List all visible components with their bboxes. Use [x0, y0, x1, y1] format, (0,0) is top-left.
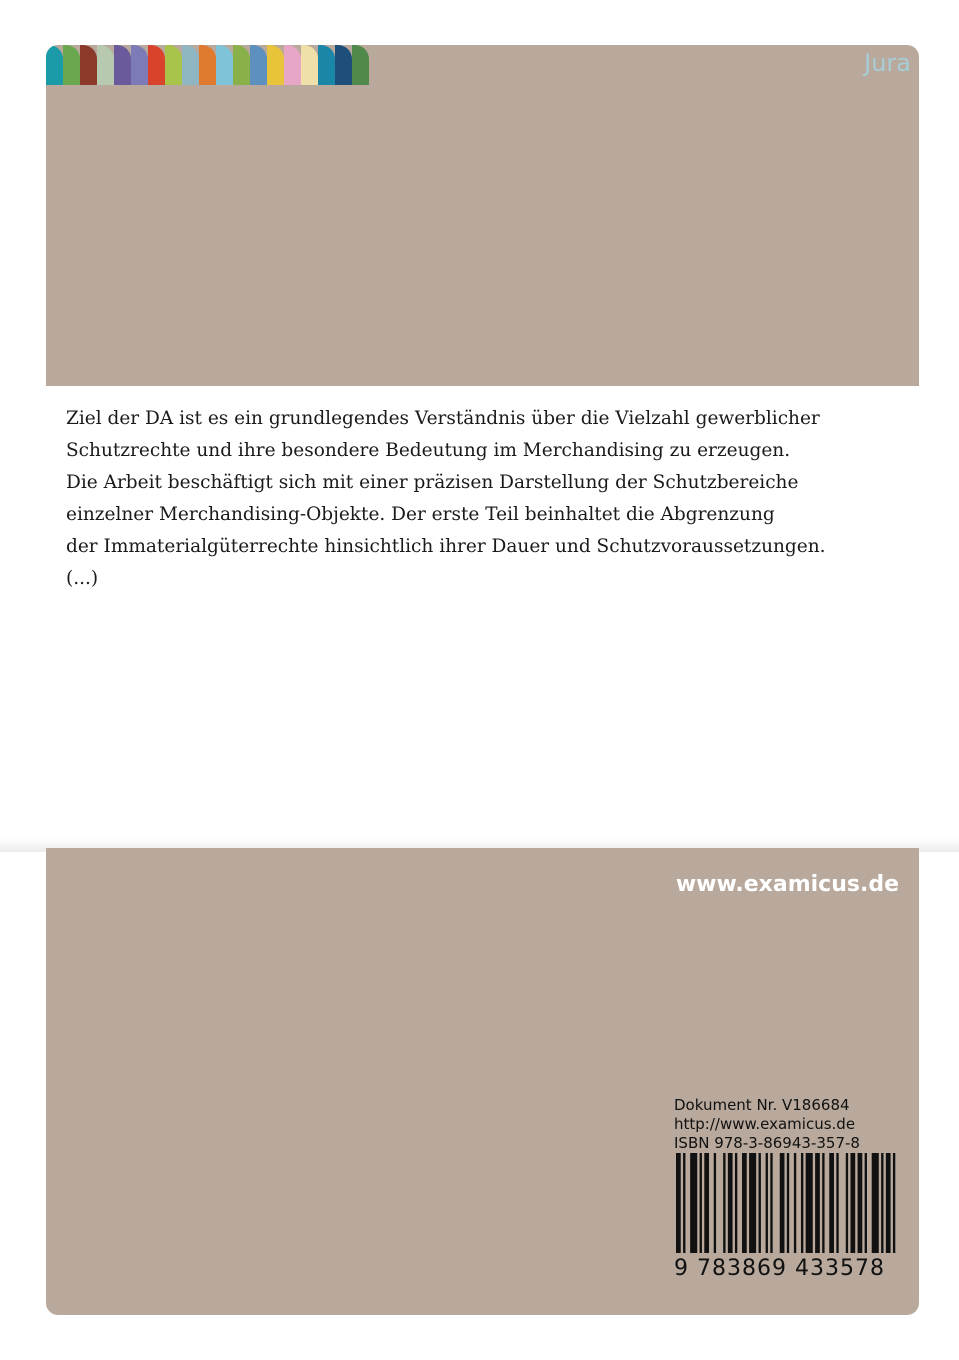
publisher-website: www.examicus.de	[675, 872, 899, 897]
color-tab	[80, 45, 97, 85]
color-tab	[46, 45, 63, 85]
color-tab	[97, 45, 114, 85]
category-label: Jura	[864, 49, 911, 77]
color-tab	[148, 45, 165, 85]
barcode-digits: 9 783869 433578	[674, 1256, 885, 1281]
color-tab	[63, 45, 80, 85]
document-info	[674, 1096, 860, 1153]
book-blurb	[66, 403, 826, 595]
document-url: http://www.examicus.de	[674, 1115, 856, 1133]
top-cover-panel	[46, 45, 919, 386]
document-number: Dokument Nr. V186684	[674, 1096, 850, 1114]
color-tab	[233, 45, 250, 85]
blurb-line: (...)	[66, 568, 99, 589]
color-tab	[131, 45, 148, 85]
bottom-cover-panel	[46, 848, 919, 1315]
color-tab	[352, 45, 369, 85]
color-tab	[216, 45, 233, 85]
barcode-image	[674, 1153, 902, 1263]
blurb-line: einzelner Merchandising-Objekte. Der erste Teil beinhaltet die Abgrenzung	[66, 504, 775, 525]
blurb-line: Schutzrechte und ihre besondere Bedeutung im Merchandising zu erzeugen.	[66, 440, 791, 461]
color-tab-strip	[46, 45, 386, 85]
isbn: ISBN 978-3-86943-357-8	[674, 1134, 860, 1152]
color-tab	[182, 45, 199, 85]
blurb-line: der Immaterialgüterrechte hinsichtlich ihrer Dauer und Schutzvoraussetzungen.	[66, 536, 826, 557]
color-tab	[301, 45, 318, 85]
color-tab	[114, 45, 131, 85]
color-tab	[165, 45, 182, 85]
color-tab	[318, 45, 335, 85]
blurb-line: Die Arbeit beschäftigt sich mit einer präzisen Darstellung der Schutzbereiche	[66, 472, 799, 493]
color-tab	[250, 45, 267, 85]
color-tab	[199, 45, 216, 85]
blurb-line: Ziel der DA ist es ein grundlegendes Verständnis über die Vielzahl gewerblicher	[66, 408, 820, 429]
color-tab	[267, 45, 284, 85]
color-tab	[284, 45, 301, 85]
color-tab	[335, 45, 352, 85]
